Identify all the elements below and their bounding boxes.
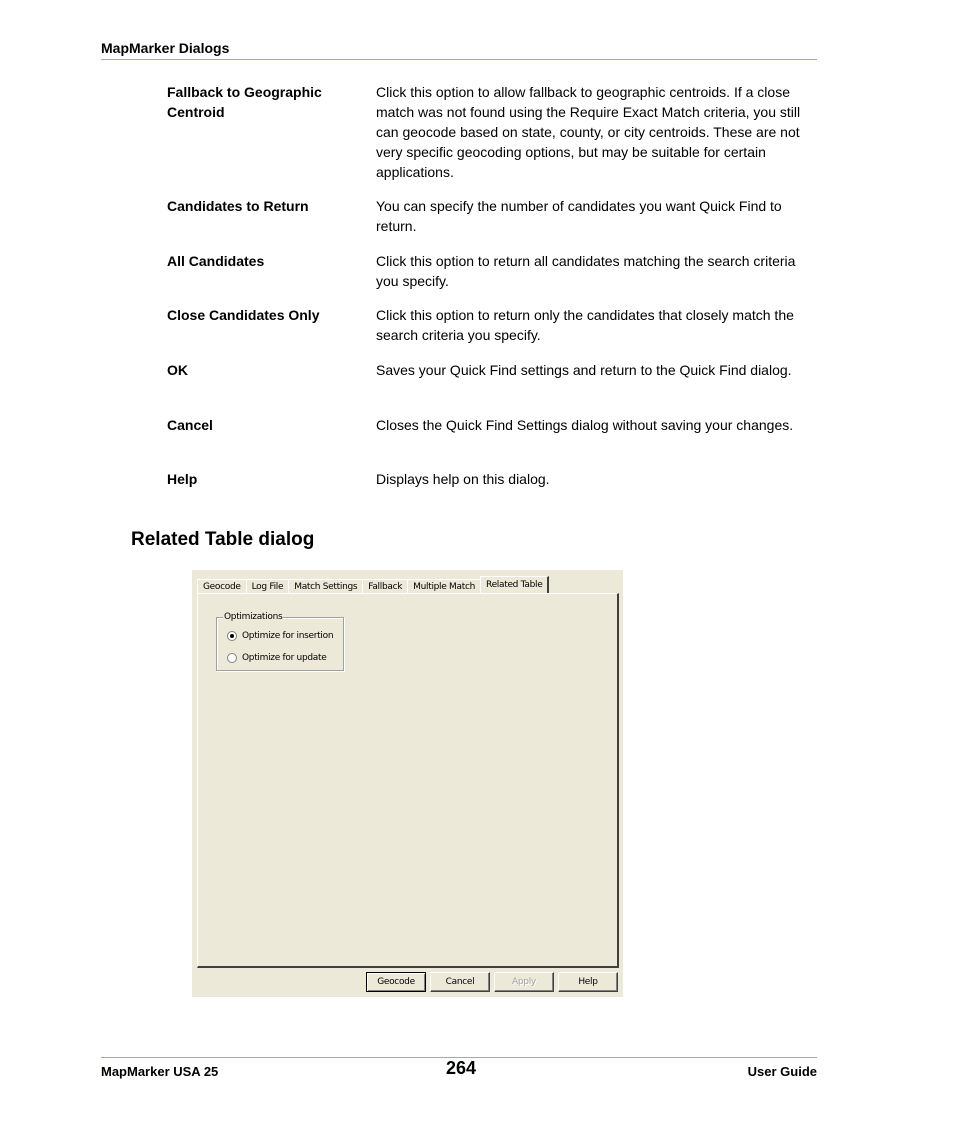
optimize-update-option[interactable]	[227, 653, 326, 663]
definition-description: Saves your Quick Find settings and return to the Quick Find dialog.	[376, 362, 792, 378]
tab-panel	[197, 593, 619, 968]
optimize-insertion-option[interactable]	[227, 631, 333, 641]
definition-term: Fallback to Geographic Centroid	[167, 84, 322, 120]
definition-row	[167, 360, 817, 415]
apply-button[interactable]: Apply	[494, 972, 554, 992]
definition-term: Candidates to Return	[167, 198, 309, 214]
related-table-dialog-screenshot	[192, 570, 623, 997]
definition-description: You can specify the number of candidates you want Quick Find to return.	[376, 198, 782, 234]
definition-term: Close Candidates Only	[167, 307, 320, 323]
definition-description: Closes the Quick Find Settings dialog without saving your changes.	[376, 417, 794, 433]
radio-unchecked-icon[interactable]	[227, 653, 237, 663]
footer-product: MapMarker USA 25	[101, 1064, 219, 1079]
definition-row	[167, 82, 817, 196]
page-header-title: MapMarker Dialogs	[101, 40, 230, 56]
definition-row	[167, 415, 817, 469]
optimizations-groupbox	[216, 612, 344, 671]
definition-row	[167, 469, 817, 489]
option-label: Optimize for update	[242, 653, 327, 663]
tab-log-file[interactable]: Log File	[246, 579, 290, 593]
geocode-button[interactable]: Geocode	[366, 972, 426, 992]
tab-match-settings[interactable]: Match Settings	[288, 579, 363, 593]
definition-term: All Candidates	[167, 253, 265, 269]
definition-row	[167, 305, 817, 360]
definition-term: Help	[167, 471, 198, 487]
header-rule	[101, 59, 817, 60]
cancel-button[interactable]: Cancel	[430, 972, 490, 992]
definition-row	[167, 251, 817, 305]
dialog-buttons	[366, 972, 622, 992]
radio-checked-icon[interactable]	[227, 631, 237, 641]
tab-related-table[interactable]: Related Table	[480, 576, 549, 593]
definition-description: Click this option to return only the candidates that closely match the search criteria you specify.	[376, 307, 794, 343]
definition-row	[167, 196, 817, 251]
definition-description: Displays help on this dialog.	[376, 471, 550, 487]
definition-description: Click this option to allow fallback to geographic centroids. If a close match was not found using the Require Exact Match criteria, you still can geocode based on state, county, or city centroids. These are not very specific geocoding options, but may be suitable for certain applications.	[376, 84, 801, 180]
definition-term: OK	[167, 362, 188, 378]
groupbox-label: Optimizations	[224, 612, 283, 622]
tab-geocode[interactable]: Geocode	[197, 579, 247, 593]
help-button[interactable]: Help	[558, 972, 618, 992]
definition-term: Cancel	[167, 417, 213, 433]
definition-list	[167, 82, 817, 489]
footer-doc-title: User Guide	[747, 1064, 817, 1079]
option-label: Optimize for insertion	[242, 631, 334, 641]
page-number: 264	[446, 1058, 477, 1078]
section-heading: Related Table dialog	[131, 529, 315, 550]
definition-description: Click this option to return all candidates matching the search criteria you specify.	[376, 253, 796, 289]
tab-strip	[197, 576, 548, 593]
tab-fallback[interactable]: Fallback	[362, 579, 408, 593]
tab-multiple-match[interactable]: Multiple Match	[407, 579, 481, 593]
